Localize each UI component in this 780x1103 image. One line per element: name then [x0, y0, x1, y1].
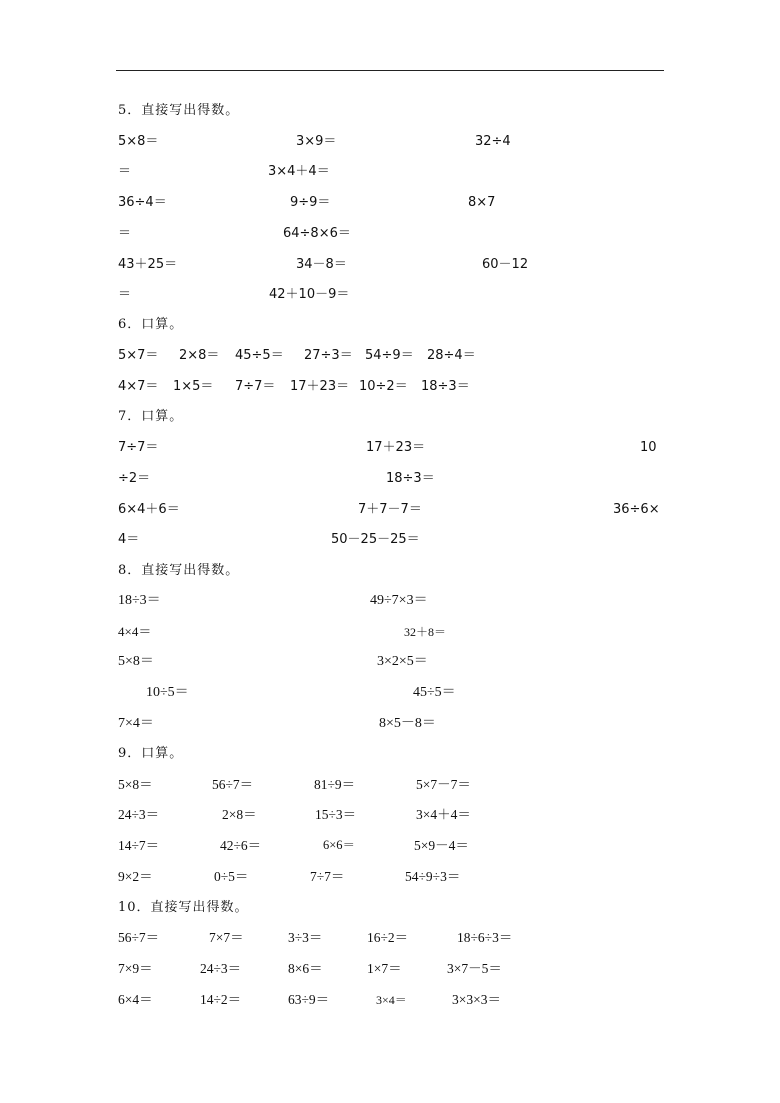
q9-heading: 9．口算。 — [118, 746, 184, 761]
problem: 10 — [640, 440, 657, 455]
problem: 32÷4 — [475, 134, 511, 149]
q6-heading: 6．口算。 — [118, 317, 184, 332]
problem: 16÷2＝ — [367, 930, 409, 945]
problem: 32＋8＝ — [404, 625, 447, 639]
problem: 27÷3＝ — [304, 348, 353, 363]
problem: 0÷5＝ — [214, 869, 249, 884]
problem: 6×4＝ — [118, 992, 153, 1007]
problem: 3÷3＝ — [288, 930, 323, 945]
problem: 10÷5＝ — [146, 685, 189, 700]
problem: 2×8＝ — [179, 348, 220, 363]
problem: 63÷9＝ — [288, 992, 330, 1007]
problem: 7＋7－7＝ — [358, 502, 422, 517]
problem: 18÷3＝ — [118, 593, 161, 608]
problem: 5×7＝ — [118, 348, 159, 363]
problem: 64÷8×6＝ — [283, 226, 351, 241]
problem: 18÷3＝ — [386, 471, 435, 486]
problem: 5×7－7＝ — [416, 777, 471, 792]
problem: 36÷6× — [613, 502, 660, 517]
problem: 7×4＝ — [118, 716, 154, 731]
problem: 50－25－25＝ — [331, 532, 420, 547]
problem: 3×4＋4＝ — [416, 807, 471, 822]
problem: 49÷7×3＝ — [370, 593, 428, 608]
problem: 15÷3＝ — [315, 807, 357, 822]
problem: 8×5－8＝ — [379, 716, 436, 731]
problem: 3×7－5＝ — [447, 961, 502, 976]
problem: 28÷4＝ — [427, 348, 476, 363]
problem: 3×4＋4＝ — [268, 164, 330, 179]
problem: 6×6＝ — [323, 838, 356, 852]
problem: 42÷6＝ — [220, 838, 262, 853]
problem: 24÷3＝ — [118, 807, 160, 822]
problem: 3×4＝ — [376, 993, 407, 1007]
problem: 5×9－4＝ — [414, 838, 469, 853]
problem: 9÷9＝ — [290, 195, 331, 210]
problem: ÷2＝ — [118, 471, 151, 486]
header-rule — [116, 70, 664, 71]
problem: 45÷5＝ — [235, 348, 284, 363]
problem: 10÷2＝ — [359, 379, 408, 394]
q7-heading: 7．口算。 — [118, 409, 184, 424]
problem: 4＝ — [118, 532, 140, 547]
problem: 18÷3＝ — [421, 379, 470, 394]
q10-heading: 10．直接写出得数。 — [118, 900, 249, 915]
problem: 6×4＋6＝ — [118, 502, 180, 517]
problem: 8×6＝ — [288, 961, 323, 976]
problem: 56÷7＝ — [212, 777, 254, 792]
problem: 7÷7＝ — [118, 440, 159, 455]
problem: 8×7 — [468, 195, 496, 210]
problem: 14÷2＝ — [200, 992, 242, 1007]
problem: 14÷7＝ — [118, 838, 160, 853]
problem: ＝ — [118, 226, 132, 241]
problem: 2×8＝ — [222, 807, 257, 822]
problem: 4×4＝ — [118, 624, 152, 639]
problem: 54÷9＝ — [365, 348, 414, 363]
problem: 5×8＝ — [118, 134, 159, 149]
problem: 17＋23＝ — [366, 440, 426, 455]
problem: 4×7＝ — [118, 379, 159, 394]
problem: ＝ — [118, 287, 132, 302]
problem: 24÷3＝ — [200, 961, 242, 976]
problem: ＝ — [118, 164, 132, 179]
problem: 56÷7＝ — [118, 930, 160, 945]
problem: 3×9＝ — [296, 134, 337, 149]
q5-heading: 5．直接写出得数。 — [118, 103, 240, 118]
problem: 45÷5＝ — [413, 685, 456, 700]
problem: 34－8＝ — [296, 257, 347, 272]
problem: 36÷4＝ — [118, 195, 167, 210]
problem: 9×2＝ — [118, 869, 153, 884]
problem: 60－12 — [482, 257, 529, 272]
problem: 7×9＝ — [118, 961, 153, 976]
q8-heading: 8．直接写出得数。 — [118, 563, 240, 578]
problem: 5×8＝ — [118, 777, 153, 792]
problem: 18÷6÷3＝ — [457, 930, 513, 945]
problem: 42＋10－9＝ — [269, 287, 350, 302]
problem: 81÷9＝ — [314, 777, 356, 792]
problem: 1×7＝ — [367, 961, 402, 976]
problem: 5×8＝ — [118, 654, 154, 669]
problem: 43＋25＝ — [118, 257, 178, 272]
problem: 7÷7＝ — [235, 379, 276, 394]
problem: 3×2×5＝ — [377, 654, 428, 669]
problem: 3×3×3＝ — [452, 992, 501, 1007]
problem: 7÷7＝ — [310, 869, 345, 884]
problem: 54÷9÷3＝ — [405, 869, 461, 884]
problem: 17＋23＝ — [290, 379, 350, 394]
problem: 7×7＝ — [209, 930, 244, 945]
problem: 1×5＝ — [173, 379, 214, 394]
